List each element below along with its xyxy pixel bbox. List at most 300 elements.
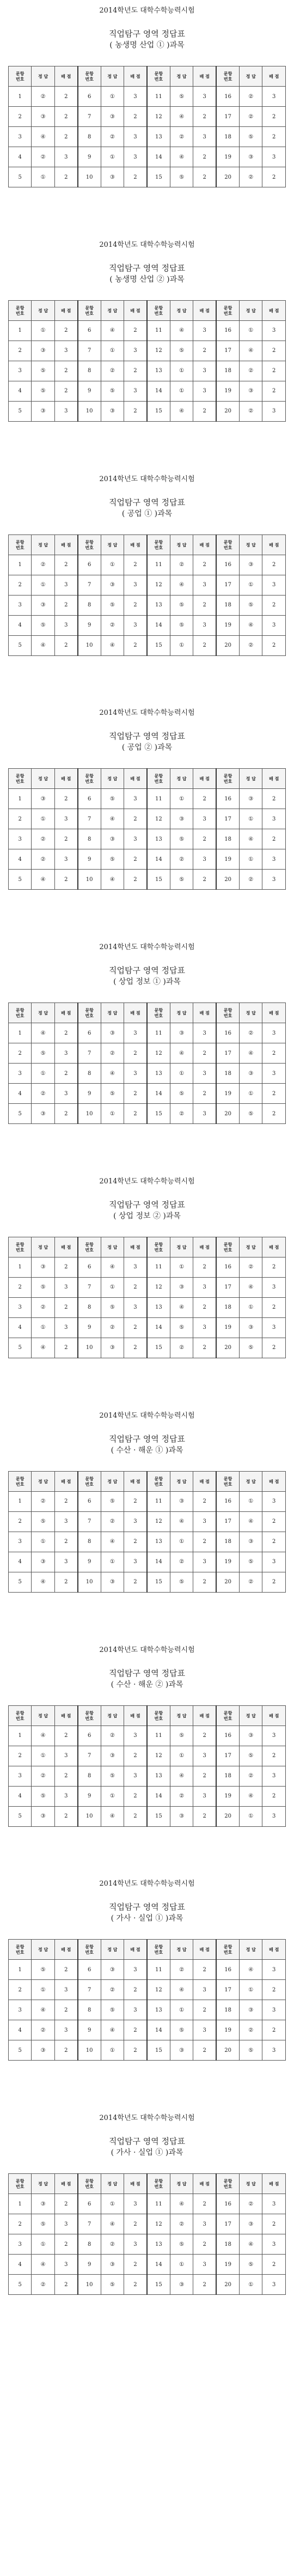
answer-cell: ③ bbox=[240, 789, 262, 809]
question-number-cell: 14 bbox=[147, 1317, 170, 1338]
answer-cell: ② bbox=[170, 1552, 193, 1572]
answer-sheet bbox=[0, 702, 294, 937]
answer-cell: ⑤ bbox=[101, 595, 124, 615]
question-number-cell: 16 bbox=[216, 1257, 239, 1277]
column-header-number: 문항 번호 bbox=[216, 1003, 239, 1023]
answer-cell: ① bbox=[32, 1317, 54, 1338]
question-number-cell: 9 bbox=[78, 849, 101, 870]
answer-cell: ⑤ bbox=[240, 1338, 262, 1358]
question-number-cell: 12 bbox=[147, 2214, 170, 2234]
question-number-cell: 17 bbox=[216, 575, 239, 595]
question-number-cell: 7 bbox=[78, 341, 101, 361]
column-header-answer: 정 답 bbox=[101, 1471, 124, 1491]
score-cell: 2 bbox=[124, 1338, 147, 1358]
score-cell: 2 bbox=[262, 1572, 286, 1592]
score-cell: 3 bbox=[54, 147, 77, 167]
question-number-cell: 8 bbox=[78, 361, 101, 381]
answer-key-heading: 직업탐구 영역 정답표 bbox=[109, 731, 185, 742]
question-number-cell: 2 bbox=[9, 1043, 32, 1064]
score-cell: 3 bbox=[193, 127, 216, 147]
score-cell: 3 bbox=[54, 1277, 77, 1297]
answer-key-heading: 직업탐구 영역 정답표 bbox=[109, 1902, 185, 1912]
question-number-cell: 2 bbox=[9, 107, 32, 127]
question-number-cell: 5 bbox=[9, 2040, 32, 2061]
question-number-cell: 16 bbox=[216, 2194, 239, 2214]
score-cell: 3 bbox=[54, 1317, 77, 1338]
answer-key-heading: 직업탐구 영역 정답표 bbox=[109, 965, 185, 976]
score-cell: 2 bbox=[54, 1023, 77, 1043]
answer-cell: ③ bbox=[170, 2040, 193, 2061]
answer-cell: ① bbox=[240, 320, 262, 341]
answer-cell: ① bbox=[101, 1786, 124, 1806]
question-number-cell: 1 bbox=[9, 2194, 32, 2214]
question-number-cell: 19 bbox=[216, 147, 239, 167]
score-cell: 2 bbox=[193, 1338, 216, 1358]
answer-cell: ① bbox=[240, 575, 262, 595]
column-header-score: 배 점 bbox=[124, 534, 147, 555]
answer-cell: ③ bbox=[32, 2194, 54, 2214]
question-number-cell: 7 bbox=[78, 2214, 101, 2234]
answer-cell: ② bbox=[32, 2020, 54, 2040]
score-cell: 2 bbox=[262, 2020, 286, 2040]
score-cell: 2 bbox=[124, 1746, 147, 1766]
question-number-cell: 11 bbox=[147, 87, 170, 107]
question-number-cell: 10 bbox=[78, 1338, 101, 1358]
question-number-cell: 10 bbox=[78, 1572, 101, 1592]
score-cell: 3 bbox=[193, 849, 216, 870]
question-number-cell: 5 bbox=[9, 870, 32, 890]
question-number-cell: 9 bbox=[78, 2255, 101, 2275]
answer-cell: ⑤ bbox=[32, 1043, 54, 1064]
score-cell: 2 bbox=[54, 1064, 77, 1084]
question-number-cell: 16 bbox=[216, 1726, 239, 1746]
question-number-cell: 12 bbox=[147, 1980, 170, 2000]
answer-cell: ⑤ bbox=[101, 1084, 124, 1104]
column-header-score: 배 점 bbox=[54, 534, 77, 555]
question-number-cell: 2 bbox=[9, 1980, 32, 2000]
score-cell: 2 bbox=[124, 1491, 147, 1511]
score-cell: 3 bbox=[124, 1960, 147, 1980]
answer-cell: ① bbox=[240, 2275, 262, 2295]
column-header-number: 문항 번호 bbox=[9, 534, 32, 555]
column-header-number: 문항 번호 bbox=[9, 1471, 32, 1491]
column-header-answer: 정 답 bbox=[32, 300, 54, 320]
answer-cell: ④ bbox=[32, 1726, 54, 1746]
question-number-cell: 19 bbox=[216, 1552, 239, 1572]
question-number-cell: 3 bbox=[9, 1297, 32, 1317]
question-number-cell: 10 bbox=[78, 635, 101, 655]
answer-cell: ④ bbox=[170, 1511, 193, 1532]
column-header-answer: 정 답 bbox=[240, 769, 262, 789]
question-number-cell: 5 bbox=[9, 167, 32, 187]
question-number-cell: 10 bbox=[78, 2275, 101, 2295]
score-cell: 2 bbox=[193, 1532, 216, 1552]
score-cell: 3 bbox=[262, 1766, 286, 1786]
column-header-answer: 정 답 bbox=[170, 2174, 193, 2194]
column-header-number: 문항 번호 bbox=[216, 769, 239, 789]
score-cell: 2 bbox=[54, 1491, 77, 1511]
question-number-cell: 15 bbox=[147, 635, 170, 655]
question-number-cell: 4 bbox=[9, 2020, 32, 2040]
score-cell: 3 bbox=[193, 381, 216, 401]
question-number-cell: 20 bbox=[216, 2040, 239, 2061]
score-cell: 3 bbox=[54, 2214, 77, 2234]
score-cell: 2 bbox=[54, 1104, 77, 1124]
answer-cell: ① bbox=[240, 809, 262, 829]
column-header-score: 배 점 bbox=[193, 1940, 216, 1960]
question-number-cell: 17 bbox=[216, 1980, 239, 2000]
score-cell: 3 bbox=[193, 575, 216, 595]
question-number-cell: 16 bbox=[216, 1023, 239, 1043]
question-number-cell: 19 bbox=[216, 2255, 239, 2275]
score-cell: 2 bbox=[54, 1338, 77, 1358]
score-cell: 2 bbox=[262, 635, 286, 655]
answer-cell: ④ bbox=[32, 1572, 54, 1592]
answer-cell: ② bbox=[32, 1084, 54, 1104]
score-cell: 3 bbox=[262, 2000, 286, 2020]
score-cell: 2 bbox=[54, 1572, 77, 1592]
score-cell: 3 bbox=[262, 147, 286, 167]
answer-cell: ④ bbox=[240, 615, 262, 635]
answer-cell: ④ bbox=[32, 1338, 54, 1358]
column-header-number: 문항 번호 bbox=[147, 1705, 170, 1726]
score-cell: 3 bbox=[54, 2020, 77, 2040]
answer-cell: ⑤ bbox=[170, 1572, 193, 1592]
column-header-answer: 정 답 bbox=[170, 769, 193, 789]
answer-cell: ① bbox=[170, 1746, 193, 1766]
score-cell: 2 bbox=[124, 1277, 147, 1297]
score-cell: 3 bbox=[54, 1980, 77, 2000]
score-cell: 3 bbox=[54, 1552, 77, 1572]
answer-table bbox=[8, 300, 286, 422]
question-number-cell: 3 bbox=[9, 1532, 32, 1552]
answer-cell: ⑤ bbox=[32, 1960, 54, 1980]
answer-cell: ③ bbox=[170, 809, 193, 829]
answer-cell: ⑤ bbox=[170, 167, 193, 187]
score-cell: 2 bbox=[262, 555, 286, 575]
column-header-answer: 정 답 bbox=[101, 1705, 124, 1726]
answer-cell: ① bbox=[170, 2000, 193, 2020]
score-cell: 2 bbox=[54, 789, 77, 809]
answer-cell: ④ bbox=[170, 1297, 193, 1317]
answer-cell: ③ bbox=[170, 1277, 193, 1297]
score-cell: 3 bbox=[262, 2234, 286, 2255]
question-number-cell: 6 bbox=[78, 1726, 101, 1746]
answer-cell: ① bbox=[170, 381, 193, 401]
score-cell: 3 bbox=[124, 1552, 147, 1572]
column-header-answer: 정 답 bbox=[240, 1471, 262, 1491]
answer-cell: ③ bbox=[240, 2214, 262, 2234]
question-number-cell: 20 bbox=[216, 870, 239, 890]
answer-table-header-row bbox=[9, 2174, 286, 2194]
answer-cell: ① bbox=[170, 1257, 193, 1277]
column-header-answer: 정 답 bbox=[32, 1471, 54, 1491]
score-cell: 3 bbox=[262, 575, 286, 595]
question-number-cell: 5 bbox=[9, 1104, 32, 1124]
question-number-cell: 19 bbox=[216, 849, 239, 870]
answer-cell: ③ bbox=[32, 1806, 54, 1826]
question-number-cell: 6 bbox=[78, 1491, 101, 1511]
question-number-cell: 7 bbox=[78, 1746, 101, 1766]
column-header-score: 배 점 bbox=[193, 2174, 216, 2194]
exam-title: 2014학년도 대학수학능력시험 bbox=[99, 1411, 195, 1420]
answer-cell: ④ bbox=[240, 341, 262, 361]
score-cell: 3 bbox=[124, 2000, 147, 2020]
score-cell: 3 bbox=[193, 361, 216, 381]
answer-cell: ③ bbox=[32, 401, 54, 421]
answer-key-heading: 직업탐구 영역 정답표 bbox=[109, 497, 185, 507]
score-cell: 2 bbox=[54, 1257, 77, 1277]
score-cell: 2 bbox=[124, 2275, 147, 2295]
question-number-cell: 12 bbox=[147, 1277, 170, 1297]
question-number-cell: 7 bbox=[78, 1980, 101, 2000]
score-cell: 2 bbox=[54, 1766, 77, 1786]
table-row bbox=[9, 320, 286, 341]
column-header-answer: 정 답 bbox=[240, 66, 262, 87]
question-number-cell: 17 bbox=[216, 341, 239, 361]
question-number-cell: 2 bbox=[9, 2214, 32, 2234]
column-header-score: 배 점 bbox=[262, 534, 286, 555]
question-number-cell: 8 bbox=[78, 1064, 101, 1084]
score-cell: 3 bbox=[124, 2194, 147, 2214]
subject-name: ( 수산 · 해운 ① )과목 bbox=[111, 1445, 183, 1455]
answer-cell: ③ bbox=[240, 1532, 262, 1552]
column-header-answer: 정 답 bbox=[170, 1003, 193, 1023]
question-number-cell: 3 bbox=[9, 2000, 32, 2020]
answer-table-header-row bbox=[9, 66, 286, 87]
question-number-cell: 20 bbox=[216, 401, 239, 421]
exam-title: 2014학년도 대학수학능력시험 bbox=[99, 2114, 195, 2123]
exam-title: 2014학년도 대학수학능력시험 bbox=[99, 475, 195, 483]
column-header-answer: 정 답 bbox=[32, 1003, 54, 1023]
score-cell: 2 bbox=[193, 635, 216, 655]
score-cell: 3 bbox=[262, 87, 286, 107]
answer-cell: ④ bbox=[240, 829, 262, 849]
question-number-cell: 4 bbox=[9, 1786, 32, 1806]
score-cell: 2 bbox=[193, 1084, 216, 1104]
table-row bbox=[9, 167, 286, 187]
answer-cell: ⑤ bbox=[32, 381, 54, 401]
question-number-cell: 13 bbox=[147, 1766, 170, 1786]
column-header-number: 문항 번호 bbox=[9, 2174, 32, 2194]
answer-cell: ② bbox=[170, 1338, 193, 1358]
score-cell: 2 bbox=[193, 107, 216, 127]
score-cell: 2 bbox=[124, 401, 147, 421]
score-cell: 2 bbox=[124, 107, 147, 127]
exam-title: 2014학년도 대학수학능력시험 bbox=[99, 240, 195, 249]
column-header-answer: 정 답 bbox=[170, 1705, 193, 1726]
question-number-cell: 4 bbox=[9, 381, 32, 401]
answer-cell: ② bbox=[32, 2275, 54, 2295]
question-number-cell: 1 bbox=[9, 1960, 32, 1980]
table-row bbox=[9, 147, 286, 167]
question-number-cell: 1 bbox=[9, 1257, 32, 1277]
score-cell: 2 bbox=[193, 1491, 216, 1511]
table-row bbox=[9, 809, 286, 829]
score-cell: 3 bbox=[262, 1960, 286, 1980]
answer-table bbox=[8, 1237, 286, 1358]
answer-cell: ④ bbox=[101, 1064, 124, 1084]
answer-cell: ② bbox=[101, 1511, 124, 1532]
answer-cell: ① bbox=[32, 2234, 54, 2255]
score-cell: 3 bbox=[193, 615, 216, 635]
score-cell: 3 bbox=[193, 1064, 216, 1084]
exam-title: 2014학년도 대학수학능력시험 bbox=[99, 1177, 195, 1186]
score-cell: 3 bbox=[262, 320, 286, 341]
score-cell: 3 bbox=[193, 320, 216, 341]
question-number-cell: 19 bbox=[216, 1317, 239, 1338]
answer-cell: ② bbox=[32, 555, 54, 575]
answer-table bbox=[8, 1939, 286, 2061]
column-header-answer: 정 답 bbox=[32, 2174, 54, 2194]
table-row bbox=[9, 1806, 286, 1826]
score-cell: 2 bbox=[193, 1726, 216, 1746]
column-header-score: 배 점 bbox=[262, 1237, 286, 1257]
question-number-cell: 12 bbox=[147, 575, 170, 595]
answer-cell: ⑤ bbox=[32, 1511, 54, 1532]
question-number-cell: 7 bbox=[78, 107, 101, 127]
question-number-cell: 18 bbox=[216, 1064, 239, 1084]
score-cell: 3 bbox=[262, 870, 286, 890]
column-header-answer: 정 답 bbox=[32, 1237, 54, 1257]
answer-cell: ④ bbox=[240, 1511, 262, 1532]
question-number-cell: 14 bbox=[147, 1084, 170, 1104]
answer-cell: ④ bbox=[170, 1043, 193, 1064]
answer-cell: ⑤ bbox=[101, 2000, 124, 2020]
answer-cell: ② bbox=[101, 1317, 124, 1338]
question-number-cell: 16 bbox=[216, 789, 239, 809]
answer-cell: ① bbox=[240, 1491, 262, 1511]
answer-cell: ④ bbox=[170, 575, 193, 595]
score-cell: 3 bbox=[124, 341, 147, 361]
score-cell: 2 bbox=[54, 2194, 77, 2214]
answer-cell: ⑤ bbox=[32, 361, 54, 381]
column-header-answer: 정 답 bbox=[240, 1940, 262, 1960]
answer-key-heading: 직업탐구 영역 정답표 bbox=[109, 2136, 185, 2147]
column-header-number: 문항 번호 bbox=[78, 2174, 101, 2194]
question-number-cell: 13 bbox=[147, 1064, 170, 1084]
score-cell: 3 bbox=[124, 615, 147, 635]
score-cell: 2 bbox=[193, 2275, 216, 2295]
answer-cell: ② bbox=[32, 849, 54, 870]
answer-cell: ⑤ bbox=[240, 2255, 262, 2275]
score-cell: 2 bbox=[262, 381, 286, 401]
answer-cell: ③ bbox=[101, 1338, 124, 1358]
score-cell: 2 bbox=[124, 2040, 147, 2061]
question-number-cell: 7 bbox=[78, 1511, 101, 1532]
column-header-number: 문항 번호 bbox=[216, 300, 239, 320]
answer-cell: ④ bbox=[101, 1806, 124, 1826]
score-cell: 2 bbox=[193, 341, 216, 361]
score-cell: 3 bbox=[54, 341, 77, 361]
answer-sheet bbox=[0, 937, 294, 1171]
score-cell: 3 bbox=[262, 1064, 286, 1084]
answer-cell: ① bbox=[101, 147, 124, 167]
answer-cell: ⑤ bbox=[32, 1277, 54, 1297]
question-number-cell: 8 bbox=[78, 1297, 101, 1317]
score-cell: 3 bbox=[193, 2255, 216, 2275]
column-header-score: 배 점 bbox=[124, 1940, 147, 1960]
table-row bbox=[9, 1511, 286, 1532]
answer-cell: ④ bbox=[170, 401, 193, 421]
question-number-cell: 4 bbox=[9, 2255, 32, 2275]
column-header-number: 문항 번호 bbox=[9, 1237, 32, 1257]
table-row bbox=[9, 555, 286, 575]
answer-cell: ② bbox=[240, 2194, 262, 2214]
answer-cell: ① bbox=[170, 2255, 193, 2275]
answer-cell: ④ bbox=[170, 2194, 193, 2214]
answer-table-header-row bbox=[9, 300, 286, 320]
question-number-cell: 4 bbox=[9, 1552, 32, 1572]
question-number-cell: 20 bbox=[216, 1104, 239, 1124]
column-header-score: 배 점 bbox=[54, 2174, 77, 2194]
question-number-cell: 19 bbox=[216, 2020, 239, 2040]
score-cell: 2 bbox=[54, 167, 77, 187]
answer-cell: ② bbox=[240, 1766, 262, 1786]
question-number-cell: 14 bbox=[147, 849, 170, 870]
column-header-answer: 정 답 bbox=[101, 1940, 124, 1960]
question-number-cell: 14 bbox=[147, 147, 170, 167]
score-cell: 2 bbox=[262, 1084, 286, 1104]
table-row bbox=[9, 127, 286, 147]
table-row bbox=[9, 1491, 286, 1511]
answer-cell: ① bbox=[240, 1297, 262, 1317]
answer-cell: ⑤ bbox=[101, 381, 124, 401]
answer-cell: ⑤ bbox=[101, 1766, 124, 1786]
column-header-number: 문항 번호 bbox=[147, 534, 170, 555]
answer-cell: ② bbox=[240, 2020, 262, 2040]
question-number-cell: 4 bbox=[9, 849, 32, 870]
column-header-number: 문항 번호 bbox=[9, 769, 32, 789]
answer-cell: ③ bbox=[240, 147, 262, 167]
table-row bbox=[9, 2214, 286, 2234]
answer-cell: ② bbox=[170, 1786, 193, 1806]
score-cell: 3 bbox=[193, 1746, 216, 1766]
score-cell: 2 bbox=[124, 1084, 147, 1104]
table-row bbox=[9, 1960, 286, 1980]
answer-cell: ④ bbox=[101, 809, 124, 829]
question-number-cell: 11 bbox=[147, 320, 170, 341]
question-number-cell: 15 bbox=[147, 870, 170, 890]
answer-cell: ⑤ bbox=[170, 829, 193, 849]
answer-cell: ① bbox=[240, 1980, 262, 2000]
column-header-score: 배 점 bbox=[262, 769, 286, 789]
answer-cell: ③ bbox=[101, 829, 124, 849]
question-number-cell: 9 bbox=[78, 1786, 101, 1806]
column-header-answer: 정 답 bbox=[170, 66, 193, 87]
column-header-score: 배 점 bbox=[54, 1237, 77, 1257]
answer-cell: ④ bbox=[101, 635, 124, 655]
answer-cell: ② bbox=[170, 2214, 193, 2234]
answer-cell: ② bbox=[32, 1491, 54, 1511]
table-row bbox=[9, 2234, 286, 2255]
table-row bbox=[9, 2275, 286, 2295]
score-cell: 2 bbox=[124, 2255, 147, 2275]
score-cell: 3 bbox=[262, 2194, 286, 2214]
score-cell: 2 bbox=[193, 1766, 216, 1786]
question-number-cell: 2 bbox=[9, 1277, 32, 1297]
answer-table-header-row bbox=[9, 1237, 286, 1257]
question-number-cell: 17 bbox=[216, 2214, 239, 2234]
score-cell: 3 bbox=[54, 1084, 77, 1104]
column-header-number: 문항 번호 bbox=[216, 1940, 239, 1960]
question-number-cell: 5 bbox=[9, 2275, 32, 2295]
answer-cell: ④ bbox=[170, 1766, 193, 1786]
column-header-number: 문항 번호 bbox=[78, 300, 101, 320]
question-number-cell: 2 bbox=[9, 1746, 32, 1766]
question-number-cell: 20 bbox=[216, 167, 239, 187]
question-number-cell: 18 bbox=[216, 2000, 239, 2020]
